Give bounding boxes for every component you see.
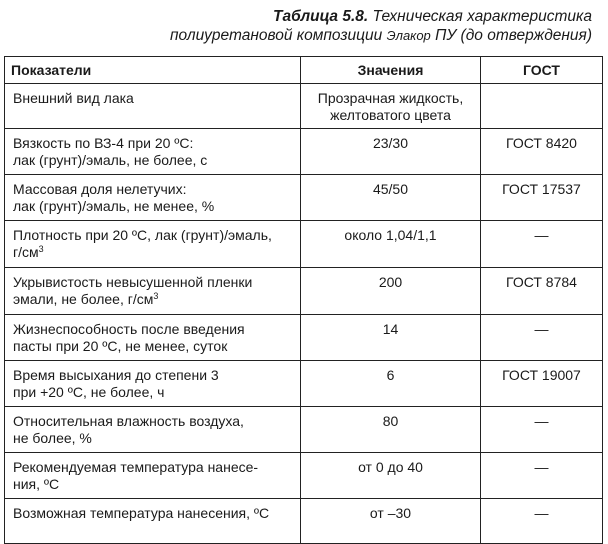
param-line: Жизнеспособность после введения <box>13 321 245 337</box>
param-line: лак (грунт)/эмаль, не менее, % <box>13 198 215 214</box>
value-cell: от 0 до 40 <box>301 453 481 499</box>
param-line: Внешний вид лака <box>13 90 134 106</box>
table-caption <box>170 7 592 45</box>
header-parameter: Показатели <box>5 57 301 84</box>
param-line: эмали, не более, г/см <box>13 291 154 307</box>
param-line: Время высыхания до степени 3 <box>13 367 219 383</box>
gost-cell: — <box>481 499 603 544</box>
table-header-row <box>5 57 603 84</box>
caption-brand: Элакор <box>386 28 431 43</box>
superscript-3: 3 <box>153 291 159 301</box>
header-value: Значения <box>301 57 481 84</box>
table-row <box>5 499 603 544</box>
param-cell <box>5 361 301 407</box>
superscript-3: 3 <box>38 244 44 254</box>
table-row <box>5 129 603 175</box>
value-cell: около 1,04/1,1 <box>301 221 481 268</box>
param-line: Возможная температура нанесения, ºС <box>13 505 270 521</box>
gost-cell <box>481 84 603 129</box>
value-cell: от –30 <box>301 499 481 544</box>
param-line: Относительная влажность воздуха, <box>13 413 244 429</box>
param-line: Укрывистость невысушенной пленки <box>13 274 253 290</box>
param-line: ния, ºС <box>13 476 60 492</box>
param-cell <box>5 407 301 453</box>
param-cell <box>5 499 301 544</box>
table-row <box>5 315 603 361</box>
gost-cell: ГОСТ 8420 <box>481 129 603 175</box>
value-cell: 14 <box>301 315 481 361</box>
gost-cell: — <box>481 407 603 453</box>
param-cell <box>5 175 301 221</box>
param-cell <box>5 315 301 361</box>
value-cell: 6 <box>301 361 481 407</box>
value-cell: 23/30 <box>301 129 481 175</box>
table-row <box>5 268 603 315</box>
param-cell <box>5 268 301 315</box>
value-line: желтоватого цвета <box>330 107 451 123</box>
table-row <box>5 84 603 129</box>
param-line: не более, % <box>13 430 92 446</box>
table-row <box>5 453 603 499</box>
gost-cell: ГОСТ 8784 <box>481 268 603 315</box>
param-cell <box>5 84 301 129</box>
param-line-with-unit <box>13 244 294 261</box>
param-cell <box>5 221 301 268</box>
param-cell <box>5 453 301 499</box>
param-line: г/см <box>13 244 39 260</box>
param-line: пасты при 20 ºС, не менее, суток <box>13 338 228 354</box>
gost-cell: — <box>481 315 603 361</box>
header-gost: ГОСТ <box>481 57 603 84</box>
spec-table <box>4 56 603 544</box>
caption-number: Таблица 5.8. <box>273 8 369 25</box>
gost-cell: ГОСТ 17537 <box>481 175 603 221</box>
gost-cell: — <box>481 221 603 268</box>
caption-title-3: ПУ (до отверждения) <box>435 27 592 44</box>
param-line: при +20 ºС, не более, ч <box>13 384 165 400</box>
value-cell: 80 <box>301 407 481 453</box>
value-cell: 45/50 <box>301 175 481 221</box>
caption-line-2 <box>170 26 592 45</box>
caption-title-1: Техническая характеристика <box>372 8 592 25</box>
caption-line-1 <box>170 7 592 26</box>
value-cell <box>301 84 481 129</box>
table-row <box>5 407 603 453</box>
param-line-with-unit <box>13 291 294 308</box>
table-row <box>5 361 603 407</box>
table-row <box>5 175 603 221</box>
param-line: Плотность при 20 ºС, лак (грунт)/эмаль, <box>13 227 272 243</box>
gost-cell: — <box>481 453 603 499</box>
value-line: Прозрачная жидкость, <box>317 90 464 106</box>
param-line: лак (грунт)/эмаль, не более, с <box>13 152 208 168</box>
value-cell: 200 <box>301 268 481 315</box>
param-line: Массовая доля нелетучих: <box>13 181 187 197</box>
param-line: Рекомендуемая температура нанесе- <box>13 459 259 475</box>
table-row <box>5 221 603 268</box>
param-line: Вязкость по ВЗ-4 при 20 ºС: <box>13 135 194 151</box>
param-cell <box>5 129 301 175</box>
gost-cell: ГОСТ 19007 <box>481 361 603 407</box>
caption-title-2: полиуретановой композиции <box>170 27 383 44</box>
